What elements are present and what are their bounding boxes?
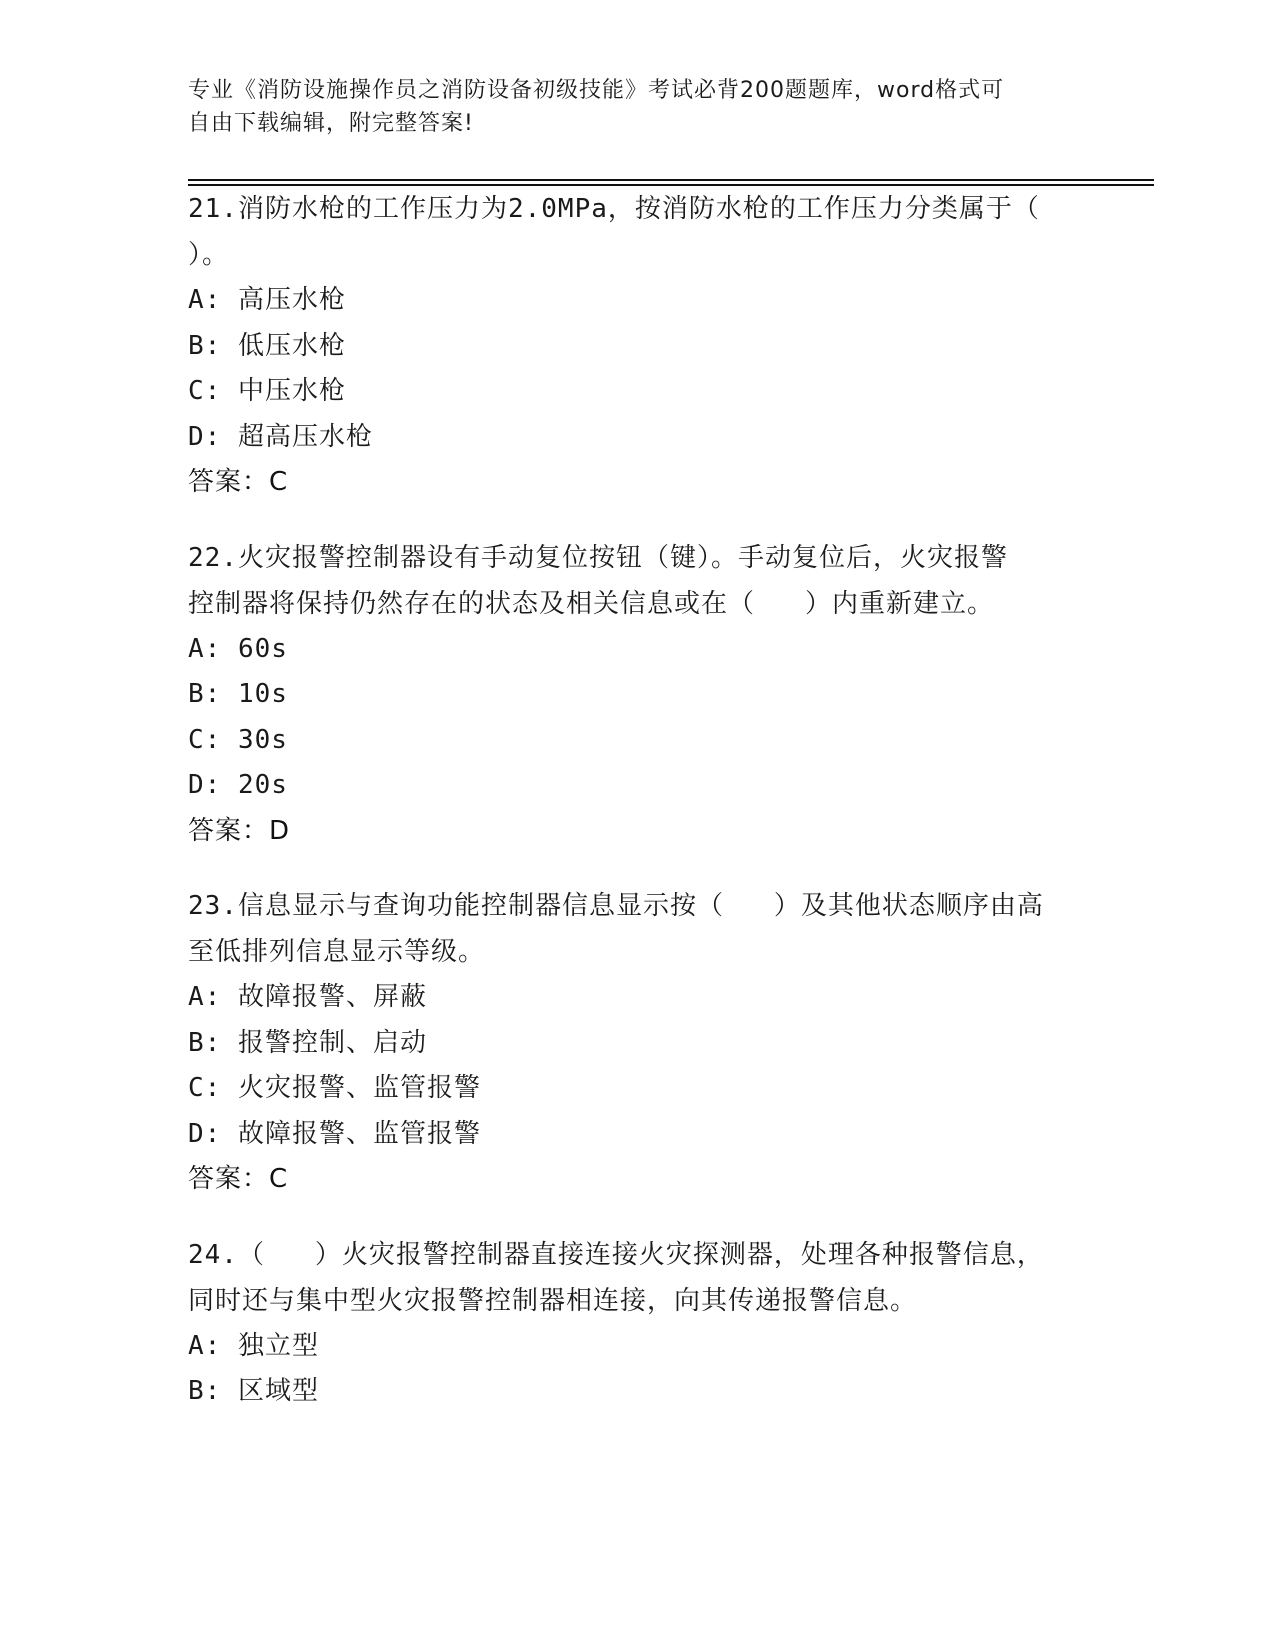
document-header — [188, 74, 1068, 140]
answer-line: 答案：C — [188, 467, 289, 497]
question-stem-line: 21.消防水枪的工作压力为2.0MPa，按消防水枪的工作压力分类属于（ — [188, 194, 1040, 224]
question-24 — [188, 1232, 1088, 1415]
question-stem-line: 同时还与集中型火灾报警控制器相连接，向其传递报警信息。 — [188, 1285, 918, 1316]
question-stem-line: 23.信息显示与查询功能控制器信息显示按（ ）及其他状态顺序由高 — [188, 891, 1044, 921]
header-line-1: 专业《消防设施操作员之消防设备初级技能》考试必背200题题库，word格式可 — [188, 78, 1005, 103]
header-line-2: 自由下载编辑，附完整答案! — [188, 111, 474, 136]
question-stem-line: 22.火灾报警控制器设有手动复位按钮（键）。手动复位后，火灾报警 — [188, 542, 1008, 573]
option-d: D: 超高压水枪 — [188, 421, 373, 452]
option-c: C: 火灾报警、监管报警 — [188, 1073, 481, 1103]
question-stem-line: ）。 — [188, 240, 230, 270]
question-stem-line: 至低排列信息显示等级。 — [188, 937, 486, 967]
question-21 — [188, 186, 1088, 506]
question-23 — [188, 883, 1088, 1203]
option-a: A: 高压水枪 — [188, 285, 346, 315]
option-a: A: 故障报警、屏蔽 — [188, 982, 427, 1012]
option-d: D: 故障报警、监管报警 — [188, 1118, 481, 1149]
header-divider-top — [188, 179, 1154, 181]
option-b: B: 报警控制、启动 — [188, 1027, 427, 1058]
answer-line: 答案：D — [188, 815, 291, 846]
option-a: A: 60s — [188, 633, 288, 664]
option-b: B: 10s — [188, 679, 288, 709]
option-b: B: 区域型 — [188, 1376, 319, 1406]
option-b: B: 低压水枪 — [188, 330, 346, 361]
question-stem-line: 24.（ ）火灾报警控制器直接连接火灾探测器，处理各种报警信息， — [188, 1239, 1044, 1270]
question-stem-line: 控制器将保持仍然存在的状态及相关信息或在（ ）内重新建立。 — [188, 588, 994, 619]
question-22 — [188, 535, 1088, 855]
option-c: C: 中压水枪 — [188, 376, 346, 406]
option-d: D: 20s — [188, 770, 288, 800]
option-a: A: 独立型 — [188, 1330, 319, 1361]
answer-line: 答案：C — [188, 1164, 289, 1194]
question-list — [188, 186, 1088, 1444]
option-c: C: 30s — [188, 724, 288, 755]
